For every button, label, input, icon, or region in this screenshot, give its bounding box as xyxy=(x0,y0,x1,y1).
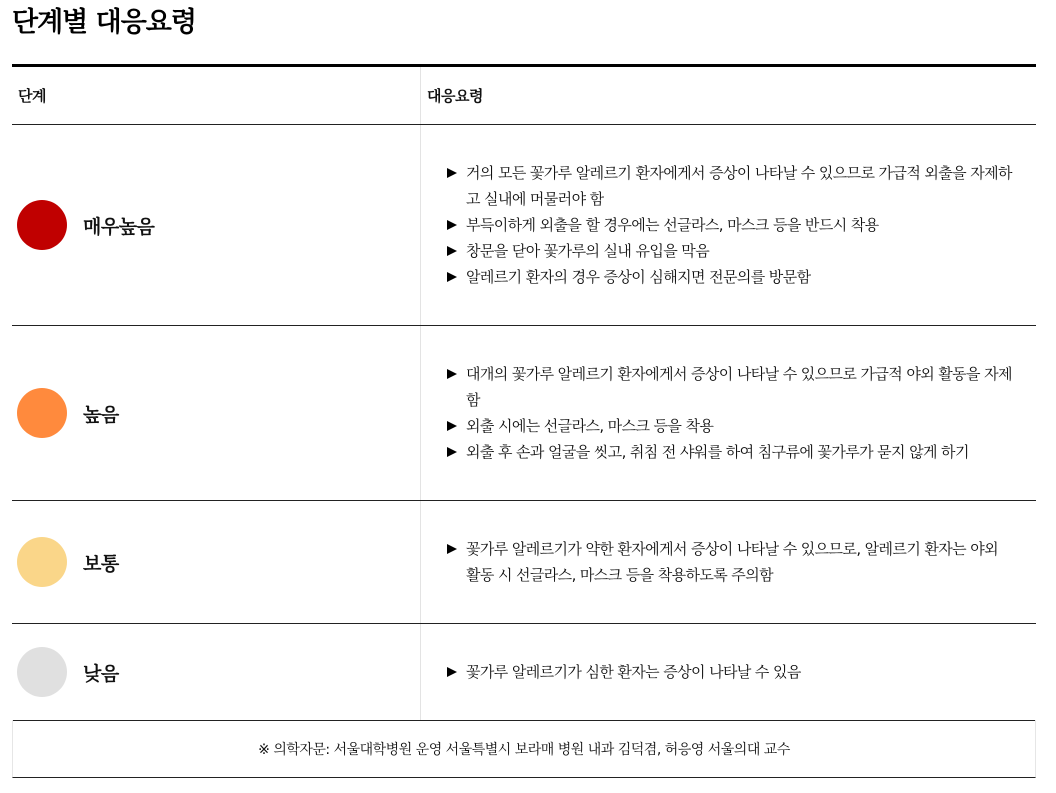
table-row xyxy=(12,624,1036,721)
level-label: 높음 xyxy=(83,403,119,426)
level-cell xyxy=(12,326,421,500)
level-label: 매우높음 xyxy=(83,215,155,238)
guide-cell xyxy=(421,501,1036,623)
level-cell xyxy=(12,125,421,325)
list-item: 창문을 닫아 꽃가루의 실내 유입을 막음 xyxy=(447,238,1016,264)
table-row xyxy=(12,326,1036,501)
guide-list xyxy=(447,160,1016,290)
list-item: 외출 후 손과 얼굴을 씻고, 취침 전 샤워를 하여 침구류에 꽃가루가 묻지 않게 하기 xyxy=(447,439,1016,465)
guide-cell xyxy=(421,125,1036,325)
level-cell xyxy=(12,501,421,623)
page-title: 단계별 대응요령 xyxy=(12,7,196,38)
level-color-dot xyxy=(17,200,67,250)
guide-list xyxy=(447,659,801,685)
table-header xyxy=(12,67,1036,125)
footnote: ※ 의학자문: 서울대학병원 운영 서울특별시 보라매 병원 내과 김덕겸, 허응영 서울의대 교수 xyxy=(12,720,1036,778)
list-item: 꽃가루 알레르기가 심한 환자는 증상이 나타날 수 있음 xyxy=(447,659,801,685)
list-item: 외출 시에는 선글라스, 마스크 등을 착용 xyxy=(447,413,1016,439)
guide-cell xyxy=(421,624,1036,720)
table-row xyxy=(12,501,1036,624)
guide-list xyxy=(447,536,1016,588)
list-item: 알레르기 환자의 경우 증상이 심해지면 전문의를 방문함 xyxy=(447,264,1016,290)
level-label: 보통 xyxy=(83,552,119,575)
list-item: 꽃가루 알레르기가 약한 환자에게서 증상이 나타날 수 있으므로, 알레르기 환자는 야외 활동 시 선글라스, 마스크 등을 착용하도록 주의함 xyxy=(447,536,1016,588)
level-color-dot xyxy=(17,537,67,587)
level-color-dot xyxy=(17,388,67,438)
level-label: 낮음 xyxy=(83,662,119,685)
list-item: 부득이하게 외출을 할 경우에는 선글라스, 마스크 등을 반드시 착용 xyxy=(447,212,1016,238)
header-level: 단계 xyxy=(12,67,421,124)
list-item: 거의 모든 꽃가루 알레르기 환자에게서 증상이 나타날 수 있으므로 가급적 외출을 자제하고 실내에 머물러야 함 xyxy=(447,160,1016,212)
level-cell xyxy=(12,624,421,720)
header-guide: 대응요령 xyxy=(427,87,483,105)
level-color-dot xyxy=(17,647,67,697)
response-guide-table xyxy=(12,64,1036,721)
table-row xyxy=(12,125,1036,326)
guide-list xyxy=(447,361,1016,465)
list-item: 대개의 꽃가루 알레르기 환자에게서 증상이 나타날 수 있으므로 가급적 야외 활동을 자제함 xyxy=(447,361,1016,413)
guide-cell xyxy=(421,326,1036,500)
